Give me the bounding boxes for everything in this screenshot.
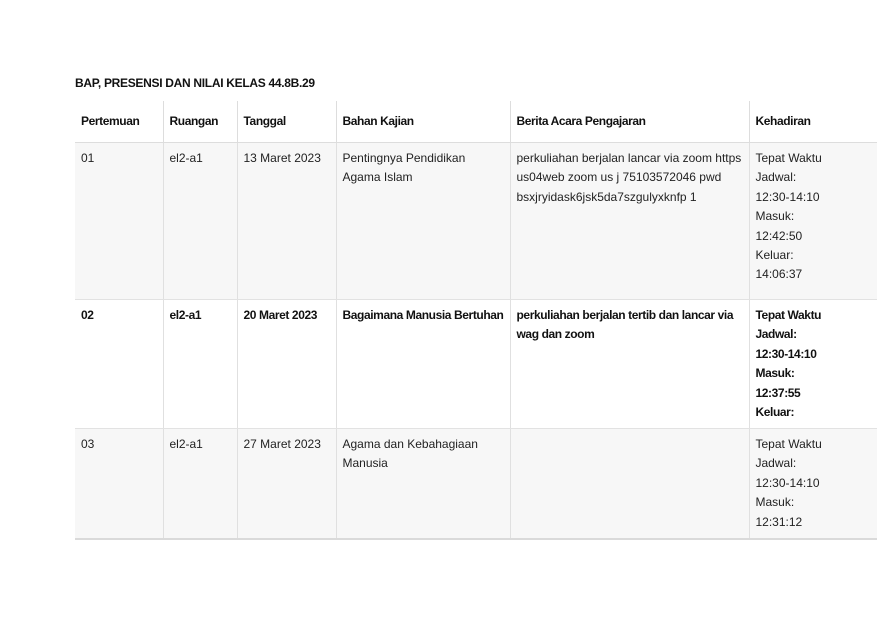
kehadiran-masuk-label: Masuk: bbox=[755, 366, 795, 381]
kehadiran-keluar: 14:06:37 bbox=[755, 267, 803, 282]
cell-pertemuan: 02 bbox=[75, 300, 163, 429]
kehadiran-status: Tepat Waktu bbox=[755, 308, 822, 322]
kehadiran-masuk: 12:42:50 bbox=[755, 228, 803, 243]
cell-ruangan: el2-a1 bbox=[163, 429, 237, 540]
cell-bahan-kajian: Agama dan Kebahagiaan Manusia bbox=[336, 429, 510, 540]
cell-bahan-kajian: Bagaimana Manusia Bertuhan bbox=[336, 300, 510, 429]
kehadiran-status: Tepat Waktu bbox=[755, 151, 822, 165]
header-tanggal: Tanggal bbox=[237, 101, 336, 143]
cell-tanggal: 13 Maret 2023 bbox=[237, 143, 336, 300]
header-berita-acara: Berita Acara Pengajaran bbox=[510, 101, 749, 143]
kehadiran-masuk-label: Masuk: bbox=[755, 495, 795, 510]
kehadiran-status: Tepat Waktu bbox=[755, 437, 822, 451]
table-header-row bbox=[75, 101, 877, 143]
table-row bbox=[75, 300, 877, 429]
kehadiran-keluar-label: Keluar: bbox=[755, 248, 794, 263]
cell-ruangan: el2-a1 bbox=[163, 143, 237, 300]
header-bahan-kajian: Bahan Kajian bbox=[336, 101, 510, 143]
header-ruangan: Ruangan bbox=[163, 101, 237, 143]
kehadiran-jadwal-label: Jadwal: bbox=[755, 170, 797, 185]
kehadiran-jadwal-label: Jadwal: bbox=[755, 327, 797, 342]
kehadiran-jadwal-label: Jadwal: bbox=[755, 456, 797, 471]
cell-berita-acara bbox=[510, 429, 749, 540]
cell-kehadiran bbox=[749, 429, 877, 540]
cell-berita-acara: perkuliahan berjalan lancar via zoom https us04web zoom us j 75103572046 pwd bsxjryidask6jsk5da7szgulyxknfp 1 bbox=[510, 143, 749, 300]
cell-kehadiran bbox=[749, 300, 877, 429]
cell-ruangan: el2-a1 bbox=[163, 300, 237, 429]
cell-tanggal: 27 Maret 2023 bbox=[237, 429, 336, 540]
kehadiran-jadwal: 12:30-14:10 bbox=[755, 346, 817, 361]
kehadiran-jadwal: 12:30-14:10 bbox=[755, 475, 820, 490]
attendance-table bbox=[75, 101, 877, 540]
cell-berita-acara: perkuliahan berjalan tertib dan lancar via wag dan zoom bbox=[510, 300, 749, 429]
cell-pertemuan: 01 bbox=[75, 143, 163, 300]
kehadiran-masuk-label: Masuk: bbox=[755, 209, 795, 224]
cell-kehadiran bbox=[749, 143, 877, 300]
cell-bahan-kajian: Pentingnya Pendidikan Agama Islam bbox=[336, 143, 510, 300]
header-pertemuan: Pertemuan bbox=[75, 101, 163, 143]
table-row bbox=[75, 143, 877, 300]
cell-tanggal: 20 Maret 2023 bbox=[237, 300, 336, 429]
header-kehadiran: Kehadiran bbox=[749, 101, 877, 143]
kehadiran-jadwal: 12:30-14:10 bbox=[755, 189, 820, 204]
table-row bbox=[75, 429, 877, 540]
page-title: BAP, PRESENSI DAN NILAI KELAS 44.8B.29 bbox=[75, 76, 315, 90]
kehadiran-keluar-label: Keluar: bbox=[755, 405, 795, 420]
cell-pertemuan: 03 bbox=[75, 429, 163, 540]
kehadiran-masuk: 12:31:12 bbox=[755, 514, 803, 529]
kehadiran-masuk: 12:37:55 bbox=[755, 385, 801, 400]
